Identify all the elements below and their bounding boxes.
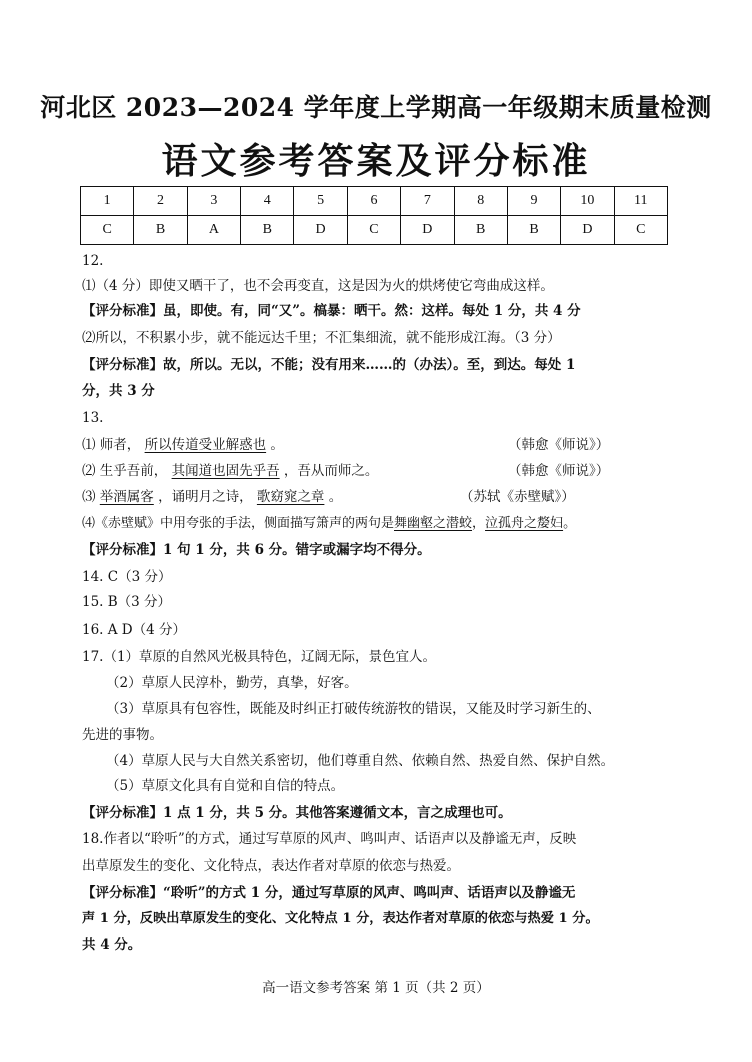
question-number: 9 — [507, 187, 560, 216]
q13-line4-mid: ， — [472, 516, 486, 531]
question-number: 8 — [454, 187, 507, 216]
q13-line2-end: ，吾从而师之。 — [283, 463, 379, 479]
q12-part2-criteria-cont: 分，共 3 分 — [82, 383, 155, 399]
q13-line1 — [82, 436, 284, 454]
answer-cell: C — [614, 216, 667, 245]
answer-cell: A — [187, 216, 240, 245]
q13-line3-blank1: 举酒属客 — [99, 489, 154, 505]
q13-line3-text: ⑶ — [82, 489, 96, 505]
q15-answer: 15. B（3 分） — [82, 594, 172, 610]
exam-title: 河北区 2023—2024 学年度上学期高一年级期末质量检测 — [40, 93, 712, 122]
q17-line4: 先进的事物。 — [82, 727, 163, 743]
question-number-row — [81, 187, 668, 216]
q13-line4 — [82, 515, 576, 533]
q13-line4-text: ⑷《赤壁赋》中用夸张的手法，侧面描写箫声的两句是 — [82, 516, 395, 531]
q13-line4-end: 。 — [563, 516, 577, 531]
q17-line5: （4）草原人民与大自然关系密切，他们尊重自然、依赖自然、热爱自然、保护自然。 — [106, 753, 615, 769]
question-number: 5 — [294, 187, 347, 216]
q12-part2: ⑵所以，不积累小步，就不能远达千里；不汇集细流，就不能形成江海。（3 分） — [82, 330, 561, 346]
answer-cell: B — [134, 216, 187, 245]
q13-line1-text: ⑴ 师者， — [82, 437, 141, 453]
question-number: 1 — [81, 187, 134, 216]
q12-label: 12. — [82, 253, 104, 269]
q13-line3-blank2: 歌窈窕之章 — [256, 489, 325, 505]
question-number: 7 — [401, 187, 454, 216]
q16-answer: 16. A D（4 分） — [82, 622, 187, 638]
question-number: 6 — [347, 187, 400, 216]
q13-line3 — [82, 488, 342, 506]
question-number: 10 — [561, 187, 614, 216]
q18-line1: 18.作者以“聆听”的方式，通过写草原的风声、鸣叫声、话语声以及静谧无声，反映 — [82, 831, 577, 847]
q13-line2 — [82, 462, 378, 480]
q13-line1-source: （韩愈《师说》） — [508, 437, 610, 453]
answer-cell: B — [241, 216, 294, 245]
q17-line2: （2）草原人民淳朴，勤劳，真挚，好客。 — [106, 675, 358, 691]
answer-cell: B — [454, 216, 507, 245]
q14-answer: 14. C（3 分） — [82, 569, 172, 585]
question-number: 2 — [134, 187, 187, 216]
answer-cell: C — [347, 216, 400, 245]
answer-cell: D — [294, 216, 347, 245]
q13-line3-source: （苏轼《赤壁赋》） — [460, 489, 575, 505]
q17-line1: 17.（1）草原的自然风光极具特色，辽阔无际，景色宜人。 — [82, 649, 437, 665]
question-number: 3 — [187, 187, 240, 216]
q12-part1: ⑴（4 分）即使又晒干了，也不会再变直，这是因为火的烘烤使它弯曲成这样。 — [82, 278, 554, 294]
q13-line3-mid: ，诵明月之诗， — [158, 489, 253, 505]
q13-line4-blank1: 舞幽壑之潜蛟 — [394, 516, 473, 531]
q13-line2-text: ⑵ 生乎吾前， — [82, 463, 168, 479]
q13-line1-end: 。 — [270, 437, 284, 453]
q17-line6: （5）草原文化具有自觉和自信的特点。 — [106, 778, 345, 794]
q17-criteria: 【评分标准】1 点 1 分，共 5 分。其他答案遵循文本，言之成理也可。 — [82, 805, 512, 821]
answer-table — [80, 186, 668, 245]
q18-criteria: 【评分标准】“聆听”的方式 1 分，通过写草原的风声、鸣叫声、话语声以及静谧无 — [82, 885, 576, 901]
q18-criteria-cont: 声 1 分，反映出草原发生的变化、文化特点 1 分，表达作者对草原的依恋与热爱 1 分。 — [82, 911, 599, 926]
q13-label: 13. — [82, 410, 104, 426]
q12-part1-criteria: 【评分标准】虽，即使。有，同“又”。槁暴：晒干。然：这样。每处 1 分，共 4 分 — [82, 303, 581, 319]
q13-line4-blank2: 泣孤舟之嫠妇 — [485, 516, 564, 531]
answer-cell: B — [507, 216, 560, 245]
q13-line3-end: 。 — [328, 489, 343, 505]
q13-line2-blank: 其闻道也固先乎吾 — [171, 463, 280, 479]
answer-cell: C — [81, 216, 134, 245]
answer-cell: D — [401, 216, 454, 245]
q18-line2: 出草原发生的变化、文化特点，表达作者对草原的依恋与热爱。 — [82, 858, 460, 874]
q17-line3: （3）草原具有包容性，既能及时纠正打破传统游牧的错误，又能及时学习新生的、 — [106, 701, 601, 717]
answer-cell: D — [561, 216, 614, 245]
q13-line1-blank: 所以传道受业解惑也 — [144, 437, 267, 453]
document-title: 语文参考答案及评分标准 — [161, 140, 591, 182]
page-footer: 高一语文参考答案 第 1 页（共 2 页） — [262, 980, 490, 996]
q13-line2-source: （韩愈《师说》） — [508, 463, 610, 479]
answer-row — [81, 216, 668, 245]
question-number: 11 — [614, 187, 667, 216]
q13-criteria: 【评分标准】1 句 1 分，共 6 分。错字或漏字均不得分。 — [82, 542, 431, 558]
q18-criteria-end: 共 4 分。 — [82, 937, 142, 953]
question-number: 4 — [241, 187, 294, 216]
q12-part2-criteria: 【评分标准】故，所以。无以，不能；没有用来……的（办法）。至，到达。每处 1 — [82, 357, 576, 373]
